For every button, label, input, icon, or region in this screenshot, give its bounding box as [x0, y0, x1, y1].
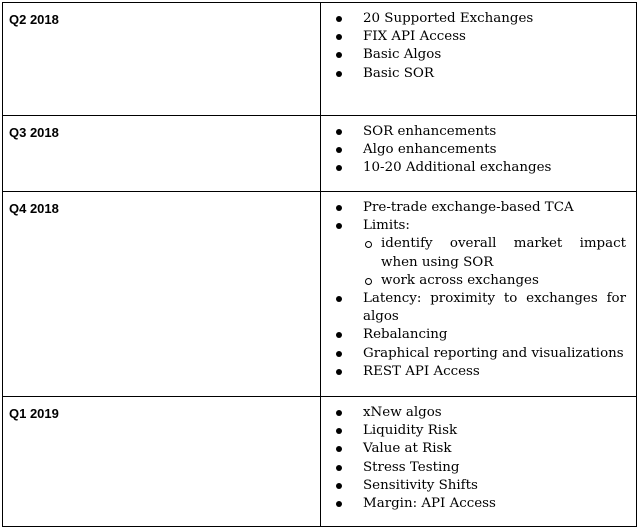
list-item: Graphical reporting and visualizations: [321, 345, 636, 363]
bullet-icon: [336, 165, 342, 171]
bullet-icon: [336, 501, 342, 507]
feature-list: [321, 404, 636, 513]
bullet-icon: [336, 410, 342, 416]
list-item: Stress Testing: [321, 459, 636, 477]
list-item: REST API Access: [321, 363, 636, 381]
features-cell: [321, 192, 637, 397]
bullet-icon: [336, 205, 342, 211]
table-row: [3, 192, 637, 397]
sub-list: [363, 235, 626, 290]
bullet-icon: [336, 147, 342, 153]
list-item: SOR enhancements: [321, 123, 636, 141]
quarter-cell: [3, 192, 321, 397]
features-cell: [321, 3, 637, 116]
list-item: Pre-trade exchange-based TCA: [321, 199, 636, 217]
bullet-icon: [336, 223, 342, 229]
list-item: Basic Algos: [321, 46, 636, 64]
bullet-icon: [336, 16, 342, 22]
feature-list: [321, 199, 636, 381]
list-item: Latency: proximity to exchanges for algos: [321, 290, 636, 326]
sub-list-item: work across exchanges: [363, 272, 626, 290]
quarter-label: Q1 2019: [9, 406, 59, 421]
features-cell: [321, 116, 637, 192]
list-item: Liquidity Risk: [321, 422, 636, 440]
bullet-icon: [336, 71, 342, 77]
bullet-icon: [336, 129, 342, 135]
feature-list: [321, 123, 636, 178]
list-item: Rebalancing: [321, 326, 636, 344]
quarter-label: Q2 2018: [9, 12, 59, 27]
list-item: FIX API Access: [321, 28, 636, 46]
sub-list-item: identify overall market impact when using SOR: [363, 235, 626, 271]
quarter-cell: [3, 116, 321, 192]
bullet-icon: [336, 332, 342, 338]
list-item: 10-20 Additional exchanges: [321, 159, 636, 177]
table-row: [3, 3, 637, 116]
bullet-icon: [336, 428, 342, 434]
list-item: Basic SOR: [321, 65, 636, 83]
bullet-icon: [336, 34, 342, 40]
bullet-icon: [336, 369, 342, 375]
roadmap-table: [2, 2, 637, 527]
features-cell: [321, 397, 637, 527]
hollow-bullet-icon: [365, 278, 372, 285]
bullet-icon: [336, 483, 342, 489]
list-item: xNew algos: [321, 404, 636, 422]
quarter-cell: [3, 397, 321, 527]
bullet-icon: [336, 52, 342, 58]
table-row: [3, 116, 637, 192]
list-item: Limits: identify overall market impact when using SOR work across exchanges: [321, 217, 636, 290]
list-item: 20 Supported Exchanges: [321, 10, 636, 28]
feature-list: [321, 10, 636, 83]
bullet-icon: [336, 296, 342, 302]
bullet-icon: [336, 465, 342, 471]
quarter-label: Q3 2018: [9, 125, 59, 140]
hollow-bullet-icon: [365, 241, 372, 248]
list-item: Sensitivity Shifts: [321, 477, 636, 495]
quarter-label: Q4 2018: [9, 201, 59, 216]
list-item: Algo enhancements: [321, 141, 636, 159]
quarter-cell: [3, 3, 321, 116]
list-item: Margin: API Access: [321, 495, 636, 513]
bullet-icon: [336, 446, 342, 452]
table-row: [3, 397, 637, 527]
list-item: Value at Risk: [321, 440, 636, 458]
bullet-icon: [336, 351, 342, 357]
